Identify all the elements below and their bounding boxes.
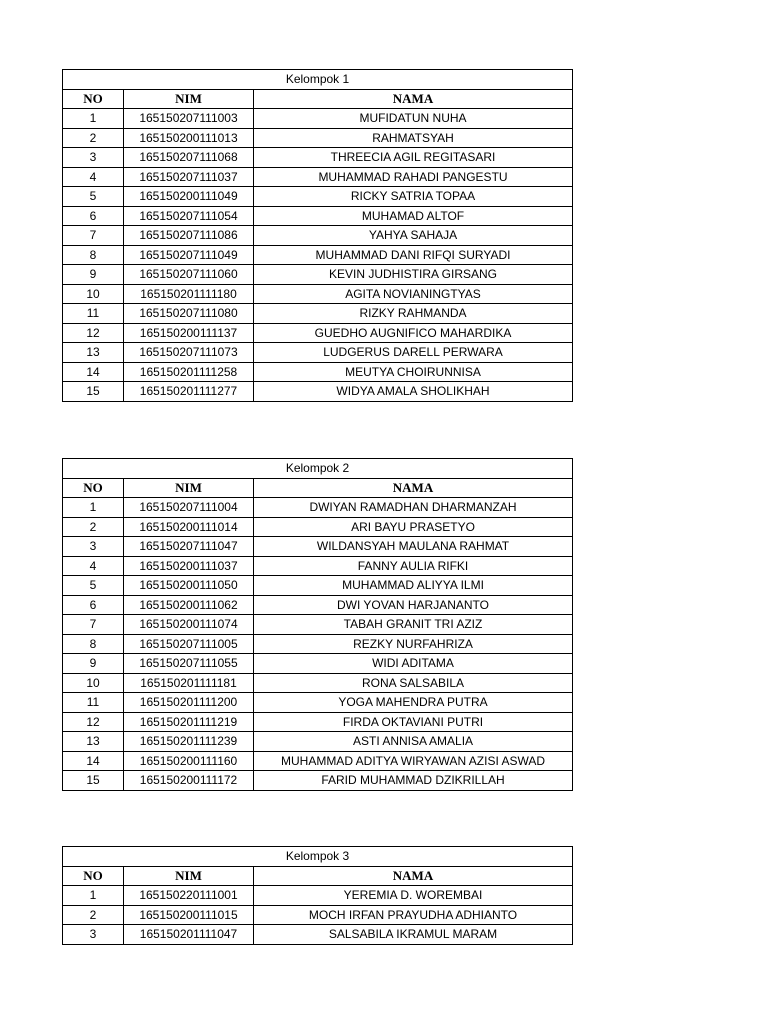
cell-nama: MUHAMMAD ALIYYA ILMI xyxy=(254,576,573,596)
cell-no: 9 xyxy=(63,654,124,674)
cell-no: 13 xyxy=(63,343,124,363)
table-row xyxy=(63,712,573,732)
cell-nama: MOCH IRFAN PRAYUDHA ADHIANTO xyxy=(254,905,573,925)
cell-nim: 165150207111049 xyxy=(124,245,254,265)
cell-no: 3 xyxy=(63,537,124,557)
cell-nim: 165150200111014 xyxy=(124,517,254,537)
header-nim: NIM xyxy=(124,478,254,498)
table-row xyxy=(63,167,573,187)
table-row xyxy=(63,537,573,557)
table-row xyxy=(63,343,573,363)
cell-nim: 165150200111074 xyxy=(124,615,254,635)
cell-nama: WIDI ADITAMA xyxy=(254,654,573,674)
cell-nim: 165150207111055 xyxy=(124,654,254,674)
table-row xyxy=(63,732,573,752)
cell-no: 5 xyxy=(63,187,124,207)
cell-no: 6 xyxy=(63,206,124,226)
table-row xyxy=(63,693,573,713)
cell-nim: 165150200111037 xyxy=(124,556,254,576)
table-row xyxy=(63,673,573,693)
cell-nim: 165150200111160 xyxy=(124,751,254,771)
cell-nim: 165150200111050 xyxy=(124,576,254,596)
cell-nim: 165150201111277 xyxy=(124,382,254,402)
cell-nim: 165150201111258 xyxy=(124,362,254,382)
cell-nama: TABAH GRANIT TRI AZIZ xyxy=(254,615,573,635)
table-row xyxy=(63,771,573,791)
cell-nama: THREECIA AGIL REGITASARI xyxy=(254,148,573,168)
cell-nama: SALSABILA IKRAMUL MARAM xyxy=(254,925,573,945)
cell-no: 15 xyxy=(63,382,124,402)
cell-nama: KEVIN JUDHISTIRA GIRSANG xyxy=(254,265,573,285)
cell-no: 14 xyxy=(63,362,124,382)
table-row xyxy=(63,498,573,518)
table-row xyxy=(63,304,573,324)
group-title: Kelompok 3 xyxy=(63,847,573,867)
table-row xyxy=(63,905,573,925)
group-table-3 xyxy=(62,846,573,945)
cell-nama: DWIYAN RAMADHAN DHARMANZAH xyxy=(254,498,573,518)
cell-nim: 165150200111172 xyxy=(124,771,254,791)
cell-no: 4 xyxy=(63,167,124,187)
cell-nama: RIZKY RAHMANDA xyxy=(254,304,573,324)
cell-no: 10 xyxy=(63,284,124,304)
cell-nama: REZKY NURFAHRIZA xyxy=(254,634,573,654)
cell-nim: 165150200111062 xyxy=(124,595,254,615)
table-row xyxy=(63,226,573,246)
table-row xyxy=(63,382,573,402)
table-row xyxy=(63,556,573,576)
cell-no: 5 xyxy=(63,576,124,596)
cell-nama: WIDYA AMALA SHOLIKHAH xyxy=(254,382,573,402)
cell-nama: FANNY AULIA RIFKI xyxy=(254,556,573,576)
cell-nama: MEUTYA CHOIRUNNISA xyxy=(254,362,573,382)
cell-nama: MUFIDATUN NUHA xyxy=(254,109,573,129)
cell-nim: 165150201111180 xyxy=(124,284,254,304)
cell-nim: 165150200111049 xyxy=(124,187,254,207)
header-no: NO xyxy=(63,89,124,109)
cell-nim: 165150207111047 xyxy=(124,537,254,557)
table-row xyxy=(63,148,573,168)
table-row xyxy=(63,595,573,615)
cell-nim: 165150207111086 xyxy=(124,226,254,246)
cell-nama: RICKY SATRIA TOPAA xyxy=(254,187,573,207)
cell-nim: 165150220111001 xyxy=(124,886,254,906)
table-row xyxy=(63,615,573,635)
group-title: Kelompok 1 xyxy=(63,70,573,90)
cell-nama: MUHAMAD ALTOF xyxy=(254,206,573,226)
header-nama: NAMA xyxy=(254,89,573,109)
cell-nama: ASTI ANNISA AMALIA xyxy=(254,732,573,752)
header-nama: NAMA xyxy=(254,866,573,886)
table-row xyxy=(63,654,573,674)
cell-nim: 165150201111200 xyxy=(124,693,254,713)
cell-no: 7 xyxy=(63,615,124,635)
table-row xyxy=(63,751,573,771)
cell-no: 13 xyxy=(63,732,124,752)
cell-nim: 165150207111080 xyxy=(124,304,254,324)
cell-nama: WILDANSYAH MAULANA RAHMAT xyxy=(254,537,573,557)
cell-no: 7 xyxy=(63,226,124,246)
cell-nama: YAHYA SAHAJA xyxy=(254,226,573,246)
cell-nim: 165150207111060 xyxy=(124,265,254,285)
cell-nama: YEREMIA D. WOREMBAI xyxy=(254,886,573,906)
cell-no: 6 xyxy=(63,595,124,615)
table-row xyxy=(63,284,573,304)
cell-nama: DWI YOVAN HARJANANTO xyxy=(254,595,573,615)
cell-nama: MUHAMMAD RAHADI PANGESTU xyxy=(254,167,573,187)
table-row xyxy=(63,109,573,129)
cell-nim: 165150201111047 xyxy=(124,925,254,945)
cell-no: 15 xyxy=(63,771,124,791)
cell-no: 1 xyxy=(63,498,124,518)
table-row xyxy=(63,634,573,654)
group-table-1 xyxy=(62,69,573,402)
table-row xyxy=(63,206,573,226)
cell-no: 14 xyxy=(63,751,124,771)
table-row xyxy=(63,925,573,945)
cell-no: 2 xyxy=(63,905,124,925)
header-nama: NAMA xyxy=(254,478,573,498)
cell-nim: 165150201111239 xyxy=(124,732,254,752)
table-row xyxy=(63,187,573,207)
group-table-2 xyxy=(62,458,573,791)
cell-nim: 165150201111181 xyxy=(124,673,254,693)
cell-no: 2 xyxy=(63,517,124,537)
table-row xyxy=(63,245,573,265)
table-row xyxy=(63,886,573,906)
cell-nim: 165150207111054 xyxy=(124,206,254,226)
cell-no: 12 xyxy=(63,323,124,343)
table-row xyxy=(63,128,573,148)
cell-no: 8 xyxy=(63,634,124,654)
cell-nama: YOGA MAHENDRA PUTRA xyxy=(254,693,573,713)
cell-nim: 165150207111073 xyxy=(124,343,254,363)
cell-no: 3 xyxy=(63,925,124,945)
header-no: NO xyxy=(63,478,124,498)
cell-nama: AGITA NOVIANINGTYAS xyxy=(254,284,573,304)
cell-nama: LUDGERUS DARELL PERWARA xyxy=(254,343,573,363)
cell-nim: 165150207111005 xyxy=(124,634,254,654)
cell-nama: FARID MUHAMMAD DZIKRILLAH xyxy=(254,771,573,791)
cell-nim: 165150200111137 xyxy=(124,323,254,343)
cell-nim: 165150207111004 xyxy=(124,498,254,518)
cell-nim: 165150207111068 xyxy=(124,148,254,168)
cell-nim: 165150207111003 xyxy=(124,109,254,129)
cell-no: 9 xyxy=(63,265,124,285)
cell-nim: 165150201111219 xyxy=(124,712,254,732)
cell-no: 1 xyxy=(63,886,124,906)
cell-no: 11 xyxy=(63,304,124,324)
cell-no: 8 xyxy=(63,245,124,265)
header-nim: NIM xyxy=(124,866,254,886)
cell-no: 1 xyxy=(63,109,124,129)
cell-no: 12 xyxy=(63,712,124,732)
table-row xyxy=(63,323,573,343)
table-row xyxy=(63,362,573,382)
header-nim: NIM xyxy=(124,89,254,109)
cell-nama: RONA SALSABILA xyxy=(254,673,573,693)
cell-no: 2 xyxy=(63,128,124,148)
table-row xyxy=(63,576,573,596)
cell-no: 10 xyxy=(63,673,124,693)
table-row xyxy=(63,265,573,285)
cell-nim: 165150200111013 xyxy=(124,128,254,148)
cell-no: 4 xyxy=(63,556,124,576)
cell-no: 11 xyxy=(63,693,124,713)
table-row xyxy=(63,517,573,537)
cell-nama: GUEDHO AUGNIFICO MAHARDIKA xyxy=(254,323,573,343)
cell-no: 3 xyxy=(63,148,124,168)
cell-nama: FIRDA OKTAVIANI PUTRI xyxy=(254,712,573,732)
cell-nim: 165150200111015 xyxy=(124,905,254,925)
group-title: Kelompok 2 xyxy=(63,459,573,479)
cell-nama: RAHMATSYAH xyxy=(254,128,573,148)
cell-nama: MUHAMMAD DANI RIFQI SURYADI xyxy=(254,245,573,265)
cell-nama: MUHAMMAD ADITYA WIRYAWAN AZISI ASWAD xyxy=(254,751,573,771)
header-no: NO xyxy=(63,866,124,886)
cell-nim: 165150207111037 xyxy=(124,167,254,187)
cell-nama: ARI BAYU PRASETYO xyxy=(254,517,573,537)
